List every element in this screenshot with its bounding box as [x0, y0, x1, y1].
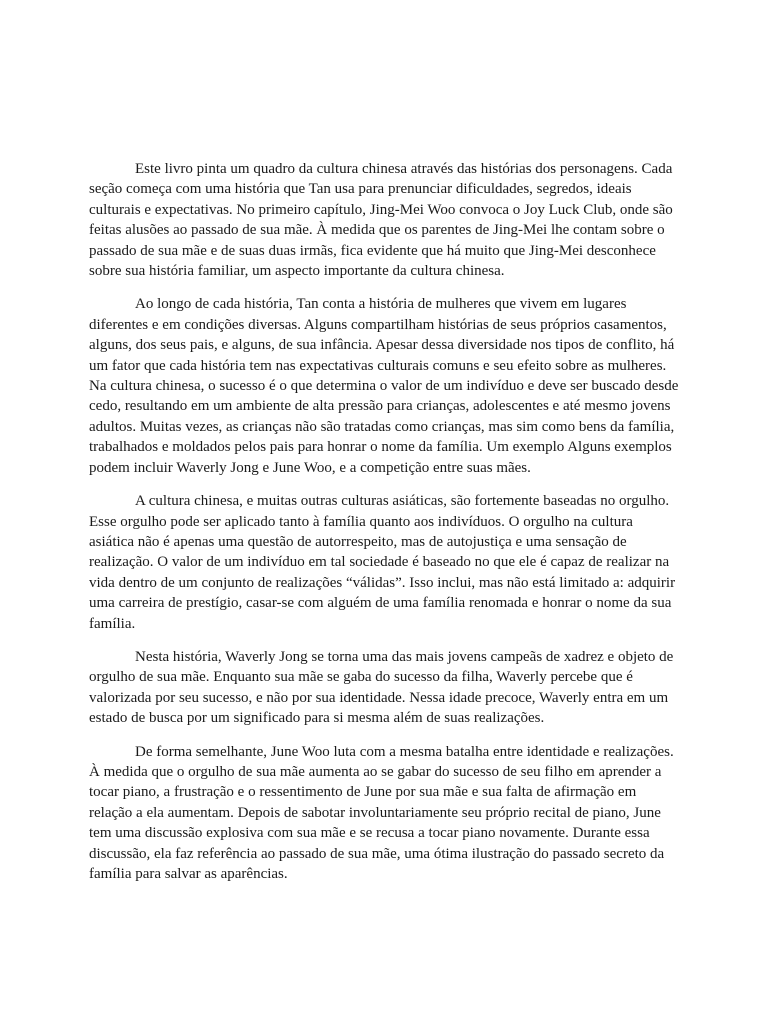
paragraph-1: Este livro pinta um quadro da cultura chinesa através das histórias dos personagens. Cada seção começa com uma história que Tan usa para prenunciar dificuldades, segredos, ideais culturais e expectativas. No primeiro capítulo, Jing-Mei Woo convoca o Joy Luck Club, onde são feitas alusões ao passado de sua mãe. À medida que os parentes de Jing-Mei lhe contam sobre o passado de sua mãe e de suas duas irmãs, fica evidente que há muito que Jing-Mei desconhece sobre sua história familiar, um aspecto importante da cultura chinesa. — [89, 161, 673, 280]
paragraph-2: Ao longo de cada história, Tan conta a história de mulheres que vivem em lugares diferentes e em condições diversas. Alguns compartilham histórias de seus próprios casamentos, alguns, dos seus pais, e alguns, de sua infância. Apesar dessa diversidade nos tipos de conflito, há um fator que cada história tem nas expectativas culturais comuns e seu efeito sobre as mulheres. Na cultura chinesa, o sucesso é o que determina o valor de um indivíduo e deve ser buscado desde cedo, resultando em um ambiente de alta pressão para crianças, adolescentes e até mesmo jovens adultos. Muitas vezes, as crianças não são tratadas como crianças, mas sim como bens da família, trabalhados e moldados pelos pais para honrar o nome da família. Um exemplo Alguns exemplos podem incluir Waverly Jong e June Woo, e a competição entre suas mães. — [89, 296, 679, 476]
paragraph-5: De forma semelhante, June Woo luta com a mesma batalha entre identidade e realizações. À medida que o orgulho de sua mãe aumenta ao se gabar do sucesso de seu filho em aprender a tocar piano, a frustração e o ressentimento de June por sua mãe e sua falta de afirmação em relação a ela aumentam. Depois de sabotar involuntariamente seu próprio recital de piano, June tem uma discussão explosiva com sua mãe e se recusa a tocar piano novamente. Durante essa discussão, ela faz referência ao passado de sua mãe, uma ótima ilustração do passado secreto da família para salvar as aparências. — [89, 743, 674, 882]
document-body — [89, 159, 679, 897]
paragraph-3: A cultura chinesa, e muitas outras culturas asiáticas, são fortemente baseadas no orgulho. Esse orgulho pode ser aplicado tanto à família quanto aos indivíduos. O orgulho na cultura asiática não é apenas uma questão de autorrespeito, mas de autojustiça e uma sensação de realização. O valor de um indivíduo em tal sociedade é baseado no que ele é capaz de realizar na vida dentro de um conjunto de realizações “válidas”. Isso inclui, mas não está limitado a: adquirir uma carreira de prestígio, casar-se com alguém de uma família renomada e honrar o nome da sua família. — [89, 493, 676, 632]
paragraph-4: Nesta história, Waverly Jong se torna uma das mais jovens campeãs de xadrez e objeto de orgulho de sua mãe. Enquanto sua mãe se gaba do sucesso da filha, Waverly percebe que é valorizada por seu sucesso, e não por sua identidade. Nessa idade precoce, Waverly entra em um estado de busca por um significado para si mesma além de suas realizações. — [89, 648, 674, 727]
